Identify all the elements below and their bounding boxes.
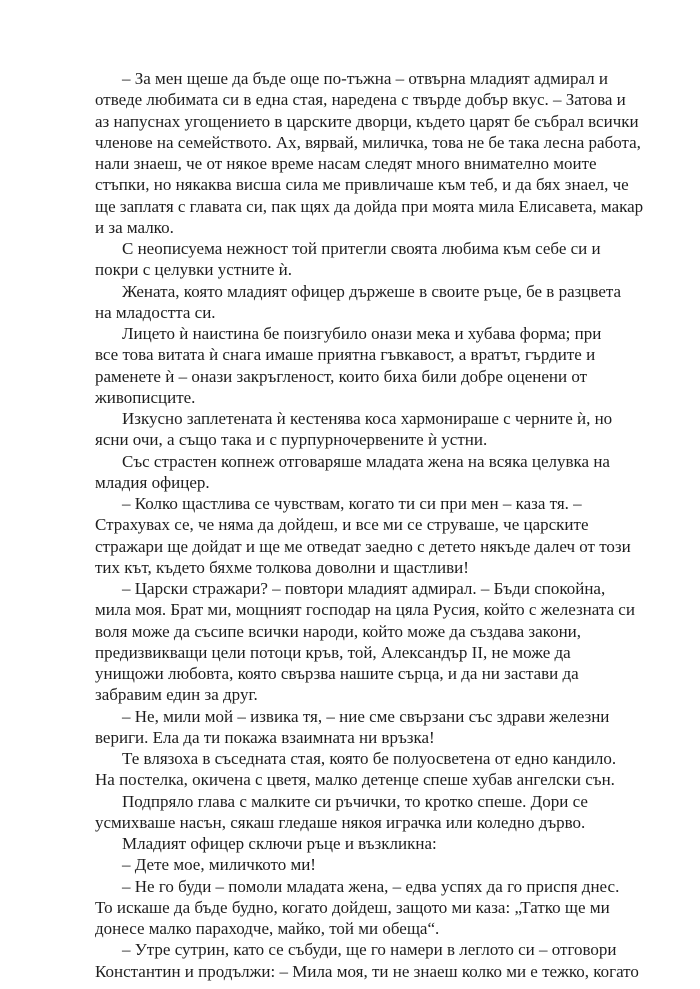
paragraph <box>95 493 631 578</box>
text-line: членове на семейството. Ах, вярвай, миличка, това не бе така лесна работа, <box>95 132 641 152</box>
paragraph <box>95 408 613 451</box>
paragraph <box>95 68 644 238</box>
text-line: младия офицер. <box>95 472 210 492</box>
text-line: усмихваше насън, сякаш гледаше някоя играчка или коледно дърво. <box>95 812 586 832</box>
text-line: стражари ще дойдат и ще ме отведат заедно с детето някъде далеч от този <box>95 536 631 556</box>
paragraph <box>95 578 635 706</box>
text-line: ще заплатя с главата си, пак щях да дойда при моята мила Елисавета, макар <box>95 196 644 216</box>
text-line: Те влязоха в съседната стая, която бе полуосветена от едно кандило. <box>122 749 617 768</box>
text-line: Лицето ѝ наистина бе поизгубило онази мека и хубава форма; при <box>122 324 602 343</box>
text-line: отведе любимата си в една стая, наредена с твърде добър вкус. – Затова и <box>95 90 626 110</box>
text-line: мила моя. Брат ми, мощният господар на цяла Русия, който с железната си <box>95 600 635 620</box>
text-line: все това витата ѝ снага имаше приятна гъвкавост, а вратът, гърдите и <box>95 345 596 365</box>
text-line: раменете ѝ – онази закръгленост, които биха били добре оценени от <box>95 366 588 386</box>
text-line: нали знаеш, че от някое време насам следят много внимателно моите <box>95 154 597 173</box>
paragraph <box>95 748 617 791</box>
text-line: Подпряло глава с малките си ръчички, то кротко спеше. Дори се <box>122 791 588 811</box>
text-line: Константин и продължи: – Мила моя, ти не знаеш колко ми е тежко, когато <box>95 961 639 981</box>
text-line: Със страстен копнеж отговаряше младата жена на всяка целувка на <box>122 451 610 471</box>
paragraph <box>95 281 622 324</box>
text-line: То искаше да бъде будно, когато дойдеш, защото ми каза: „Татко ще ми <box>95 897 610 917</box>
text-line: покри с целувки устните ѝ. <box>95 260 293 280</box>
paragraph <box>95 876 620 940</box>
text-line: живописците. <box>95 387 196 407</box>
text-line: На постелка, окичена с цветя, малко детенце спеше хубав ангелски сън. <box>95 770 615 790</box>
text-line: ясни очи, а също така и с пурпурночервените ѝ устни. <box>95 430 488 450</box>
text-line: донесе малко параходче, майко, той ми обеща“. <box>95 919 440 938</box>
text-line: Жената, която младият офицер държеше в своите ръце, бе в разцвета <box>122 281 622 301</box>
paragraph <box>95 854 608 875</box>
paragraph <box>95 238 608 281</box>
text-line: стъпки, но някаква висша сила ме привличаше към теб, и да бях знаел, че <box>95 175 629 195</box>
text-line: унищожи любовта, която свързва нашите сърца, и да ни застави да <box>95 664 579 683</box>
paragraph <box>95 833 608 854</box>
paragraph <box>95 451 608 494</box>
text-line: предизвикващи цели потоци кръв, той, Александър II, не може да <box>95 642 571 662</box>
text-line: воля може да съсипе всички народи, който може да създава закони, <box>95 621 582 641</box>
paragraph <box>95 706 608 749</box>
text-line: – Дете мое, миличкото ми! <box>122 855 316 875</box>
text-line: Младият офицер сключи ръце и възкликна: <box>122 834 437 853</box>
text-line: – Колко щастлива се чувствам, когато ти си при мен – каза тя. – <box>122 494 582 513</box>
text-line: Изкусно заплетената ѝ кестенява коса хармонираше с черните ѝ, но <box>122 409 613 428</box>
text-line: аз напуснах угощението в царските дворци, където царят бе събрал всички <box>95 111 639 131</box>
text-line: – За мен щеше да бъде още по-тъжна – отвърна младият адмирал и <box>122 69 608 88</box>
text-line: – Утре сутрин, като се събуди, ще го намери в леглото си – отговори <box>122 940 617 960</box>
paragraph <box>95 791 608 834</box>
paragraph <box>95 939 639 982</box>
text-body <box>95 68 644 982</box>
text-line: забравим един за друг. <box>95 685 258 705</box>
text-line: – Не го буди – помоли младата жена, – едва успях да го приспя днес. <box>122 876 620 896</box>
paragraph <box>95 323 608 408</box>
text-line: Страхувах се, че няма да дойдеш, и все ми се струваше, че царските <box>95 515 589 535</box>
text-line: – Царски стражари? – повтори младият адмирал. – Бъди спокойна, <box>122 579 606 598</box>
text-line: на младостта си. <box>95 302 216 322</box>
text-line: вериги. Ела да ти покажа взаимната ни връзка! <box>95 727 435 747</box>
text-line: – Не, мили мой – извика тя, – ние сме свързани със здрави железни <box>122 706 610 726</box>
text-line: тих кът, където бяхме толкова доволни и щастливи! <box>95 557 469 577</box>
text-line: и за малко. <box>95 217 174 237</box>
text-line: С неописуема нежност той притегли своята любима към себе си и <box>122 239 601 258</box>
